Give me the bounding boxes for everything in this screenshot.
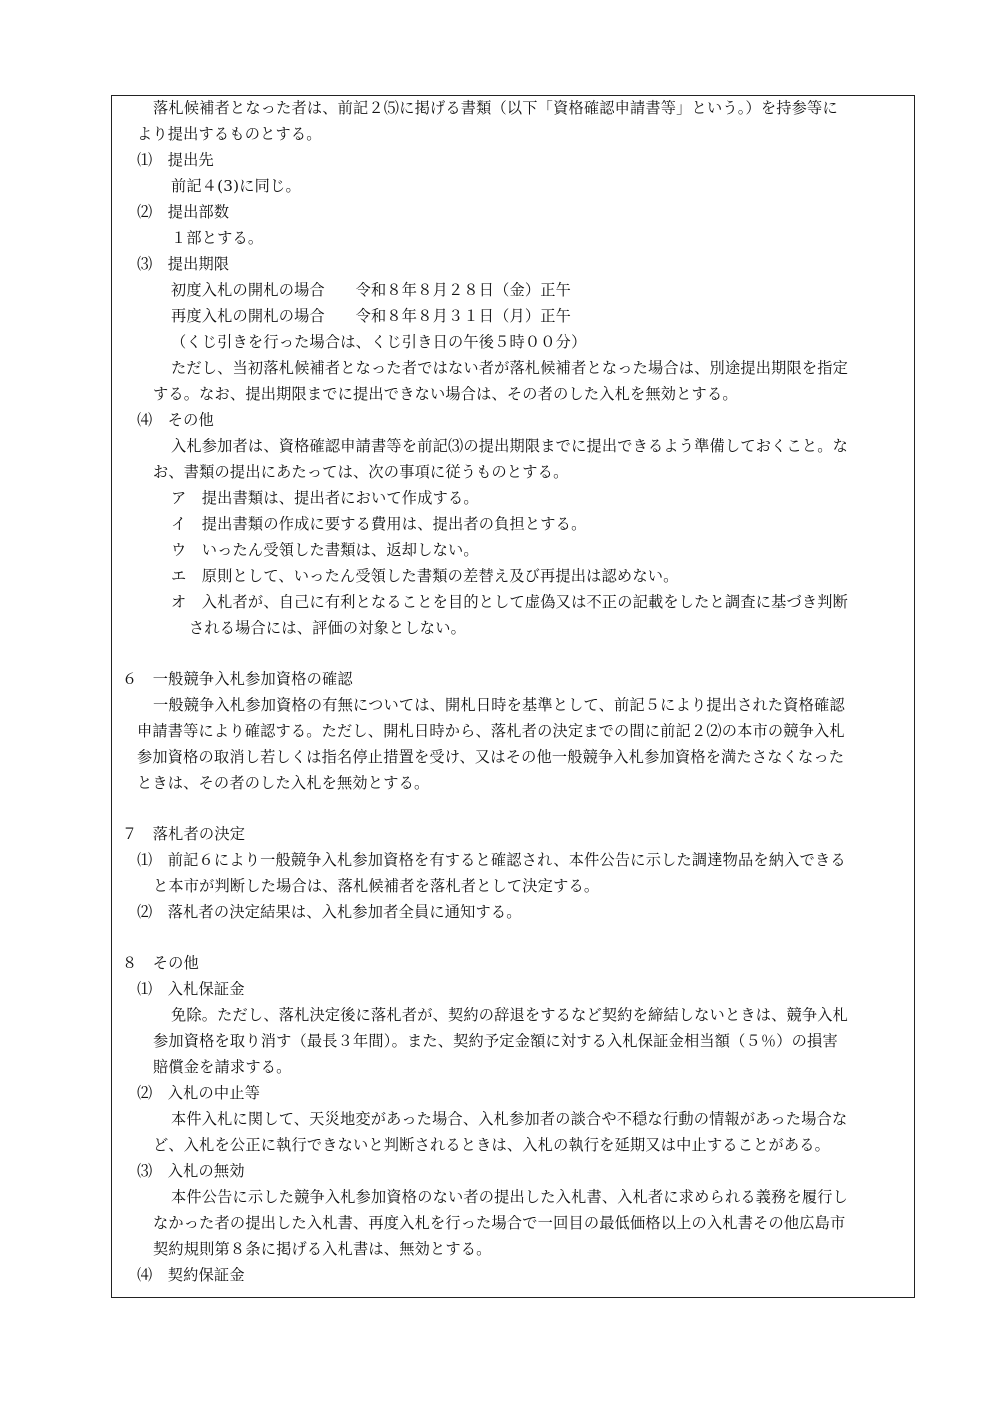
text-line: ⑵ 提出部数: [137, 203, 230, 221]
text-line: 参加資格の取消し若しくは指名停止措置を受け、又はその他一般競争入札参加資格を満たさなくなった: [137, 748, 845, 766]
text-line: ⑴ 入札保証金: [137, 980, 245, 998]
text-line: ア 提出書類は、提出者において作成する。: [171, 489, 479, 507]
text-line: ⑷ 契約保証金: [137, 1266, 245, 1284]
text-line: 初度入札の開札の場合 令和８年８月２８日（金）正午: [171, 281, 572, 299]
text-line: より提出するものとする。: [137, 125, 322, 143]
text-line: ウ いったん受領した書類は、返却しない。: [171, 541, 479, 559]
text-line: オ 入札者が、自己に有利となることを目的として虚偽又は不正の記載をしたと調査に基づき判断: [171, 593, 849, 611]
text-line: ど、入札を公正に執行できないと判断されるときは、入札の執行を延期又は中止することがある。: [153, 1136, 831, 1154]
section-heading: ７ 落札者の決定: [122, 825, 246, 843]
text-line: 前記４(3)に同じ。: [171, 177, 301, 195]
text-line: ⑶ 入札の無効: [137, 1162, 245, 1180]
section-heading: ８ その他: [122, 954, 199, 972]
text-line: ⑵ 入札の中止等: [137, 1084, 261, 1102]
text-line: 一般競争入札参加資格の有無については、開札日時を基準として、前記５により提出された資格確認: [153, 696, 845, 714]
text-line: エ 原則として、いったん受領した書類の差替え及び再提出は認めない。: [171, 567, 679, 585]
text-line: 参加資格を取り消す（最長３年間）。また、契約予定金額に対する入札保証金相当額（５％）の損害: [153, 1032, 838, 1050]
text-line: ⑷ その他: [137, 411, 214, 429]
text-line: する。なお、提出期限までに提出できない場合は、その者のした入札を無効とする。: [153, 385, 738, 403]
text-line: 本件公告に示した競争入札参加資格のない者の提出した入札書、入札者に求められる義務を履行し: [171, 1188, 849, 1206]
text-line: 落札候補者となった者は、前記２⑸に掲げる書類（以下「資格確認申請書等」という。）を持参等に: [153, 99, 838, 117]
text-line: 本件入札に関して、天災地変があった場合、入札参加者の談合や不穏な行動の情報があった場合な: [171, 1110, 848, 1128]
text-line: １部とする。: [171, 229, 264, 247]
text-line: 免除。ただし、落札決定後に落札者が、契約の辞退をするなど契約を締結しないときは、競争入札: [171, 1006, 849, 1024]
text-line: ⑴ 前記６により一般競争入札参加資格を有すると確認され、本件公告に示した調達物品を納入できる: [137, 851, 846, 869]
text-line: 賠償金を請求する。: [153, 1058, 292, 1076]
text-line: 申請書等により確認する。ただし、開札日時から、落札者の決定までの間に前記２⑵の本市の競争入札: [137, 722, 845, 740]
text-line: なかった者の提出した入札書、再度入札を行った場合で一回目の最低価格以上の入札書その他広島市: [153, 1214, 846, 1232]
text-line: と本市が判断した場合は、落札候補者を落札者として決定する。: [153, 877, 600, 895]
text-line: ⑵ 落札者の決定結果は、入札参加者全員に通知する。: [137, 903, 522, 921]
text-line: （くじ引きを行った場合は、くじ引き日の午後５時００分）: [171, 333, 587, 351]
section-heading: ６ 一般競争入札参加資格の確認: [122, 670, 353, 688]
text-line: ただし、当初落札候補者となった者ではない者が落札候補者となった場合は、別途提出期限を指定: [171, 359, 849, 377]
text-line: お、書類の提出にあたっては、次の事項に従うものとする。: [153, 463, 569, 481]
text-line: ⑴ 提出先: [137, 151, 214, 169]
text-line: 契約規則第８条に掲げる入札書は、無効とする。: [153, 1240, 492, 1258]
text-line: される場合には、評価の対象としない。: [189, 619, 466, 637]
text-line: ときは、その者のした入札を無効とする。: [137, 774, 430, 792]
text-line: イ 提出書類の作成に要する費用は、提出者の負担とする。: [171, 515, 587, 533]
text-line: ⑶ 提出期限: [137, 255, 230, 273]
text-line: 再度入札の開札の場合 令和８年８月３１日（月）正午: [171, 307, 572, 325]
text-line: 入札参加者は、資格確認申請書等を前記⑶の提出期限までに提出できるよう準備しておくこと。な: [171, 437, 849, 455]
